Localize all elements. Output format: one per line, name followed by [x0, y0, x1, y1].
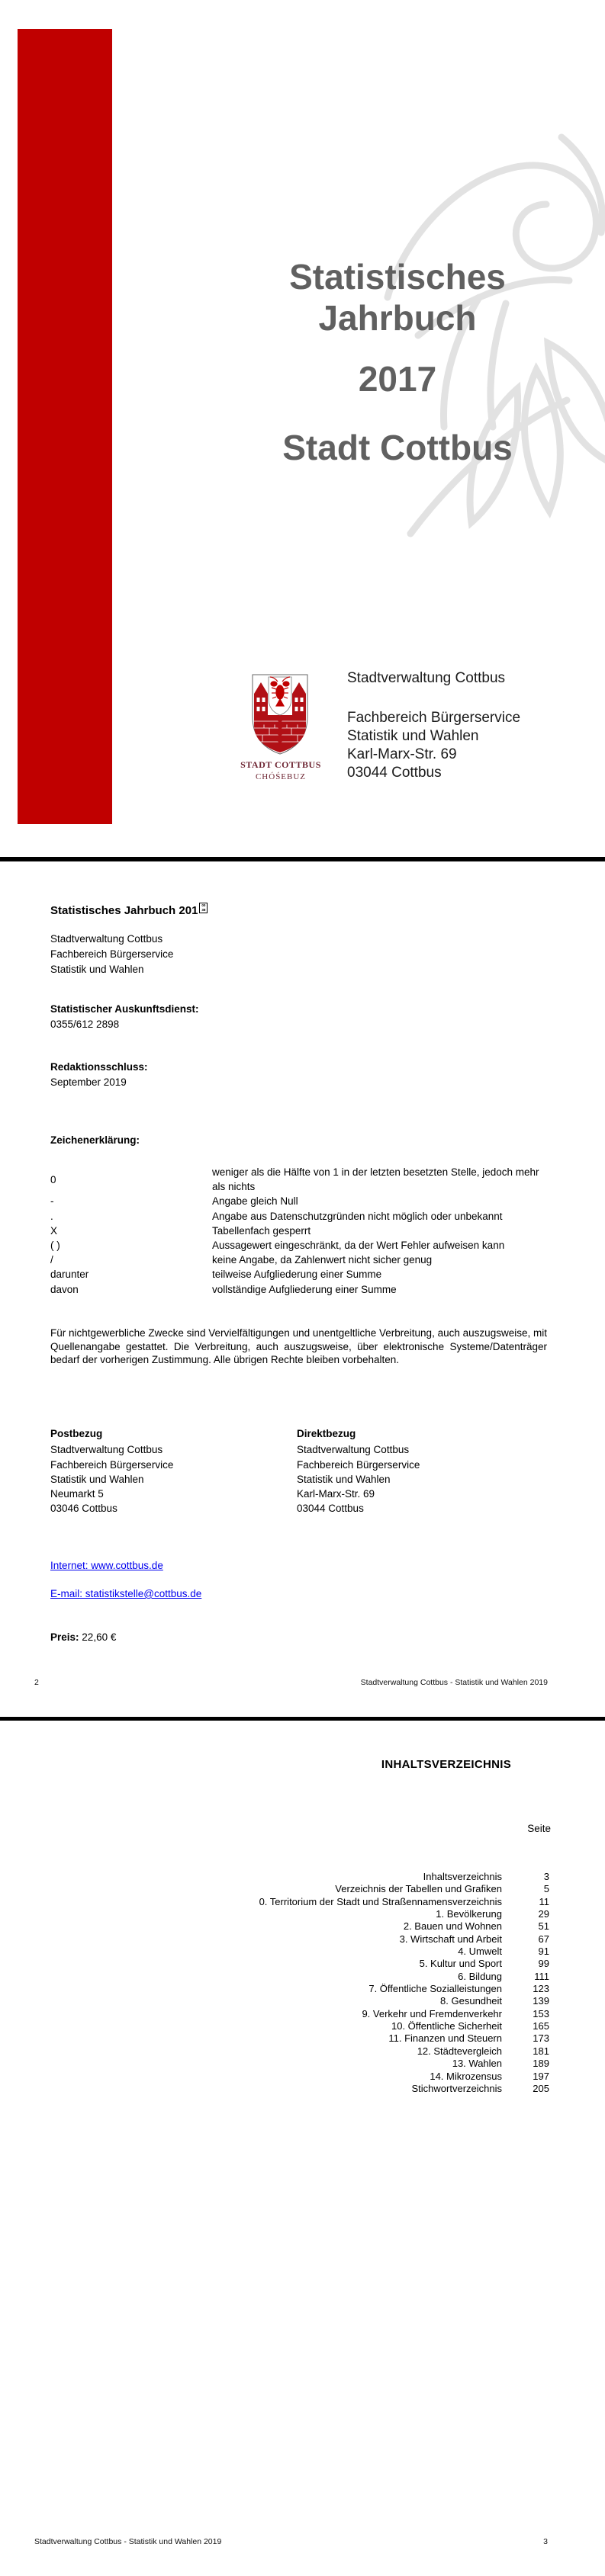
- toc-row: [191, 2045, 549, 2058]
- toc-footer: [34, 2537, 548, 2546]
- cover-title-line-1: Statistisches: [289, 257, 506, 297]
- cover-address-line: Fachbereich Bürgerservice: [347, 710, 521, 726]
- missing-glyph-bottom: 38: [201, 907, 206, 912]
- toc-entry-page: 51: [538, 1920, 549, 1933]
- email-link[interactable]: E-mail: statistikstelle@cottbus.de: [50, 1588, 202, 1599]
- toc-entry-page: 181: [533, 2045, 549, 2057]
- toc-entry-label: 0. Territorium der Stadt und Straßennamensverzeichnis: [259, 1895, 502, 1907]
- price-line: [50, 1631, 116, 1643]
- direct-order-line: 03044 Cottbus: [297, 1503, 364, 1515]
- legend-row: [50, 1238, 549, 1253]
- direct-order-line: Statistik und Wahlen: [297, 1473, 391, 1485]
- postal-order-title: Postbezug: [50, 1428, 103, 1439]
- legend-heading: Zeichenerklärung:: [50, 1134, 140, 1146]
- toc-entry-page: 123: [533, 1983, 549, 1995]
- publisher-block: [50, 932, 173, 977]
- legend-symbol: 0: [50, 1173, 56, 1185]
- cover-red-bar: [18, 29, 112, 824]
- toc-entry-page: 3: [543, 1871, 549, 1882]
- publisher-line: Statistik und Wahlen: [50, 964, 144, 975]
- toc-entry-label: 6. Bildung: [458, 1970, 502, 1982]
- toc-entry-page: 189: [533, 2058, 549, 2070]
- footer-page-number: 3: [543, 2537, 548, 2546]
- publisher-line: Stadtverwaltung Cottbus: [50, 933, 163, 945]
- toc-row: [191, 1896, 549, 1908]
- toc-row: [191, 1971, 549, 1983]
- info-service-label: Statistischer Auskunftsdienst:: [50, 1003, 199, 1015]
- missing-glyph-box: [199, 903, 208, 913]
- toc-entry-page: 11: [539, 1895, 549, 1907]
- toc-entry-label: 5. Kultur und Sport: [419, 1958, 502, 1970]
- toc-entry-label: Inhaltsverzeichnis: [423, 1871, 502, 1882]
- direct-order-line: Stadtverwaltung Cottbus: [297, 1444, 410, 1456]
- cover-title-line-2: Jahrbuch: [318, 298, 477, 338]
- copyright-paragraph: Für nichtgewerbliche Zwecke sind Vervielfältigungen und unentgeltliche Verbreitung, auch auszugsweise, mit Quellenangabe gestattet. Die Verbreitung, auch auszugsweise, über elektronische Systeme/Datenträger bedarf der vorherigen Zustimmung. Alle übrigen Rechte bleiben vorbehalten.: [50, 1327, 547, 1365]
- toc-row: [191, 2020, 549, 2032]
- toc-entry-label: 12. Städtevergleich: [417, 2045, 502, 2057]
- legend-description: teilweise Aufgliederung einer Summe: [212, 1269, 382, 1281]
- legend-row: [50, 1253, 549, 1267]
- crest-caption-city: STADT COTTBUS: [240, 759, 321, 770]
- cover-address-block: [347, 709, 520, 782]
- legend-symbol: darunter: [50, 1269, 89, 1281]
- toc-row: [191, 2071, 549, 2083]
- postal-order-line: Stadtverwaltung Cottbus: [50, 1444, 163, 1456]
- deadline-label: Redaktionsschluss:: [50, 1061, 148, 1073]
- legend-description: vollständige Aufgliederung einer Summe: [212, 1283, 397, 1295]
- toc-entry-label: 10. Öffentliche Sicherheit: [391, 2020, 502, 2032]
- toc-entry-page: 153: [533, 2007, 549, 2019]
- toc-entry-page: 111: [534, 1970, 549, 1982]
- toc-row: [191, 1946, 549, 1958]
- toc-entry-label: 8. Gesundheit: [440, 1995, 502, 2007]
- legend-row: [50, 1194, 549, 1208]
- crest-caption-sorbian: CHÓŚEBUZ: [255, 772, 307, 781]
- toc-entry-label: 4. Umwelt: [458, 1946, 502, 1958]
- toc-row: [191, 2058, 549, 2070]
- cover-address-line: Statistik und Wahlen: [347, 728, 479, 744]
- legend-description: Aussagewert eingeschränkt, da der Wert Fehler aufweisen kann: [212, 1240, 505, 1252]
- footer-publisher-text: Stadtverwaltung Cottbus - Statistik und Wahlen 2019: [34, 2537, 222, 2546]
- legend-row: [50, 1165, 549, 1194]
- legend-row: [50, 1282, 549, 1297]
- toc-entry-label: 14. Mikrozensus: [430, 2070, 502, 2082]
- toc-row: [191, 1883, 549, 1895]
- toc-row: [191, 1920, 549, 1933]
- toc-row: [191, 1995, 549, 2007]
- legend-symbol: X: [50, 1224, 58, 1237]
- toc-entry-page: 205: [533, 2082, 549, 2094]
- deadline-value: September 2019: [50, 1076, 127, 1088]
- price-value: 22,60 €: [82, 1631, 117, 1643]
- toc-entry-label: 1. Bevölkerung: [436, 1908, 502, 1920]
- direct-order-line: Fachbereich Bürgerservice: [297, 1458, 420, 1471]
- legend-table: [50, 1165, 549, 1297]
- toc-entry-page: 99: [538, 1958, 549, 1970]
- toc-row: [191, 1908, 549, 1920]
- direct-order-column: [297, 1426, 420, 1516]
- toc-entry-page: 165: [533, 2020, 549, 2032]
- toc-entry-label: 11. Finanzen und Steuern: [388, 2032, 502, 2045]
- legend-row: [50, 1267, 549, 1282]
- toc-row: [191, 1958, 549, 1970]
- toc-list: [191, 1871, 549, 2095]
- toc-entry-page: 139: [533, 1995, 549, 2007]
- cover-address-org: Stadtverwaltung Cottbus: [347, 670, 506, 686]
- toc-entry-label: Stichwortverzeichnis: [411, 2082, 502, 2094]
- legend-description: Angabe gleich Null: [212, 1195, 298, 1208]
- publisher-line: Fachbereich Bürgerservice: [50, 948, 174, 960]
- legend-row: [50, 1224, 549, 1238]
- postal-order-line: Neumarkt 5: [50, 1488, 104, 1500]
- toc-row: [191, 1933, 549, 1946]
- direct-order-title: Direktbezug: [297, 1428, 356, 1439]
- missing-glyph-top: 00: [201, 903, 206, 907]
- cover-title-line-3: 2017: [358, 359, 437, 399]
- internet-link[interactable]: Internet: www.cottbus.de: [50, 1560, 163, 1571]
- legend-description: weniger als die Hälfte von 1 in der letzten besetzten Stelle, jedoch mehr als nichts: [212, 1166, 539, 1193]
- toc-row: [191, 2008, 549, 2020]
- imprint-heading-text: Statistisches Jahrbuch 201: [50, 904, 198, 917]
- cover-title-line-4: Stadt Cottbus: [282, 428, 513, 467]
- toc-row: [191, 2032, 549, 2045]
- cottbus-coat-of-arms-icon: [247, 672, 313, 758]
- legend-symbol: -: [50, 1195, 54, 1208]
- toc-row: [191, 1871, 549, 1883]
- toc-entry-label: Verzeichnis der Tabellen und Grafiken: [335, 1883, 502, 1895]
- toc-entry-page: 173: [533, 2032, 549, 2045]
- postal-order-column: [50, 1426, 173, 1516]
- postal-order-line: Fachbereich Bürgerservice: [50, 1458, 174, 1471]
- footer-page-number: 2: [34, 1678, 39, 1687]
- toc-row: [191, 1983, 549, 1995]
- toc-entry-label: 7. Öffentliche Sozialleistungen: [368, 1983, 502, 1995]
- toc-entry-page: 197: [533, 2070, 549, 2082]
- imprint-heading: [50, 903, 208, 917]
- toc-entry-page: 91: [538, 1946, 549, 1958]
- cover-address-line: Karl-Marx-Str. 69: [347, 746, 457, 762]
- price-label: Preis:: [50, 1631, 79, 1643]
- legend-symbol: ( ): [50, 1240, 60, 1252]
- toc-entry-page: 5: [543, 1883, 549, 1895]
- toc-seite-label: Seite: [527, 1823, 551, 1834]
- legend-description: Angabe aus Datenschutzgründen nicht möglich oder unbekannt: [212, 1210, 503, 1222]
- toc-heading: INHALTSVERZEICHNIS: [381, 1758, 512, 1771]
- toc-entry-page: 67: [538, 1933, 549, 1945]
- cover-address-line: 03044 Cottbus: [347, 765, 442, 781]
- footer-publisher-text: Stadtverwaltung Cottbus - Statistik und Wahlen 2019: [360, 1678, 548, 1687]
- legend-description: keine Angabe, da Zahlenwert nicht sicher genug: [212, 1254, 433, 1266]
- imprint-page: [0, 861, 605, 1717]
- toc-row: [191, 2083, 549, 2095]
- imprint-footer: [34, 1678, 548, 1687]
- legend-description: Tabellenfach gesperrt: [212, 1224, 311, 1237]
- toc-page: [0, 1721, 605, 2576]
- toc-entry-label: 9. Verkehr und Fremdenverkehr: [362, 2007, 502, 2019]
- toc-entry-page: 29: [538, 1908, 549, 1920]
- legend-symbol: davon: [50, 1283, 79, 1295]
- toc-entry-label: 13. Wahlen: [452, 2058, 502, 2070]
- info-service-value: 0355/612 2898: [50, 1019, 120, 1030]
- postal-order-line: Statistik und Wahlen: [50, 1473, 144, 1485]
- legend-symbol: /: [50, 1254, 53, 1266]
- legend-symbol: .: [50, 1210, 53, 1222]
- cover-page: [0, 0, 605, 857]
- toc-entry-label: 2. Bauen und Wohnen: [403, 1920, 502, 1933]
- postal-order-line: 03046 Cottbus: [50, 1503, 117, 1515]
- legend-row: [50, 1209, 549, 1224]
- direct-order-line: Karl-Marx-Str. 69: [297, 1488, 375, 1500]
- toc-entry-label: 3. Wirtschaft und Arbeit: [399, 1933, 502, 1945]
